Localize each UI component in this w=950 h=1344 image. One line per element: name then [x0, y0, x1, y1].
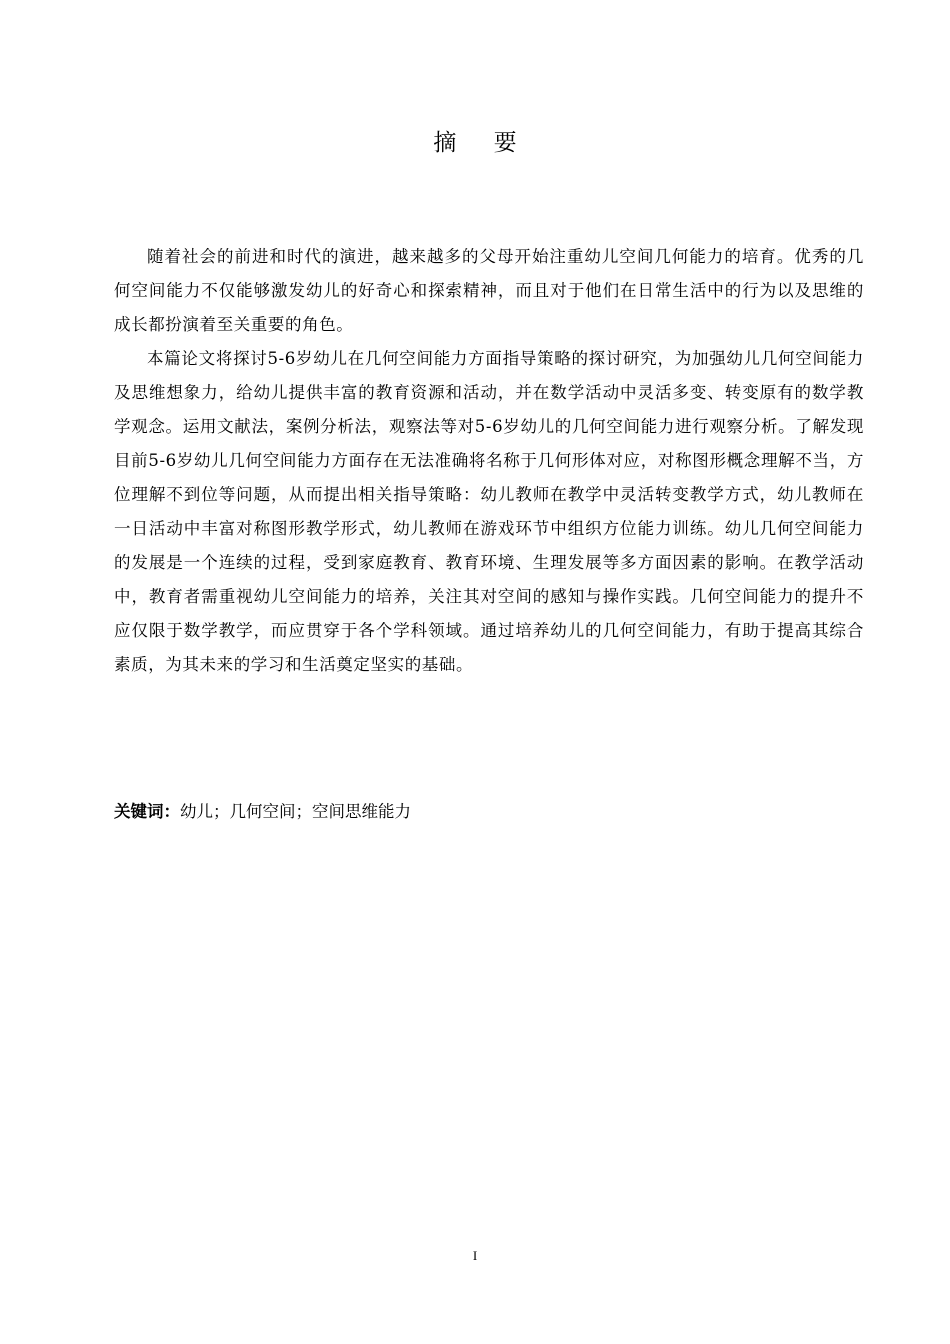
- page-number: I: [472, 1248, 478, 1263]
- keywords-label: 关键词：: [114, 802, 180, 821]
- abstract-paragraph-1: 随着社会的前进和时代的演进，越来越多的父母开始注重幼儿空间几何能力的培育。优秀的几何空间能力不仅能够激发幼儿的好奇心和探索精神，而且对于他们在日常生活中的行为以及思维的成长都扮演着至关重要的角色。: [114, 247, 864, 334]
- abstract-paragraph-2: 本篇论文将探讨5-6岁幼儿在几何空间能力方面指导策略的探讨研究，为加强幼儿几何空间能力及思维想象力，给幼儿提供丰富的教育资源和活动，并在数学活动中灵活多变、转变原有的数学教学观念。运用文献法，案例分析法，观察法等对5-6岁幼儿的几何空间能力进行观察分析。了解发现目前5-6岁幼儿几何空间能力方面存在无法准确将名称于几何形体对应，对称图形概念理解不当，方位理解不到位等问题，从而提出相关指导策略：幼儿教师在教学中灵活转变教学方式，幼儿教师在一日活动中丰富对称图形教学形式，幼儿教师在游戏环节中组织方位能力训练。幼儿几何空间能力的发展是一个连续的过程，受到家庭教育、教育环境、生理发展等多方面因素的影响。在教学活动中，教育者需重视幼儿空间能力的培养，关注其对空间的感知与操作实践。几何空间能力的提升不应仅限于数学教学，而应贯穿于各个学科领域。通过培养幼儿的几何空间能力，有助于提高其综合素质，为其未来的学习和生活奠定坚实的基础。: [114, 349, 864, 674]
- keywords-line: [114, 798, 864, 826]
- abstract-body: [114, 240, 864, 682]
- abstract-title: 摘 要: [433, 130, 532, 156]
- keywords-value: 幼儿；几何空间；空间思维能力: [180, 802, 411, 821]
